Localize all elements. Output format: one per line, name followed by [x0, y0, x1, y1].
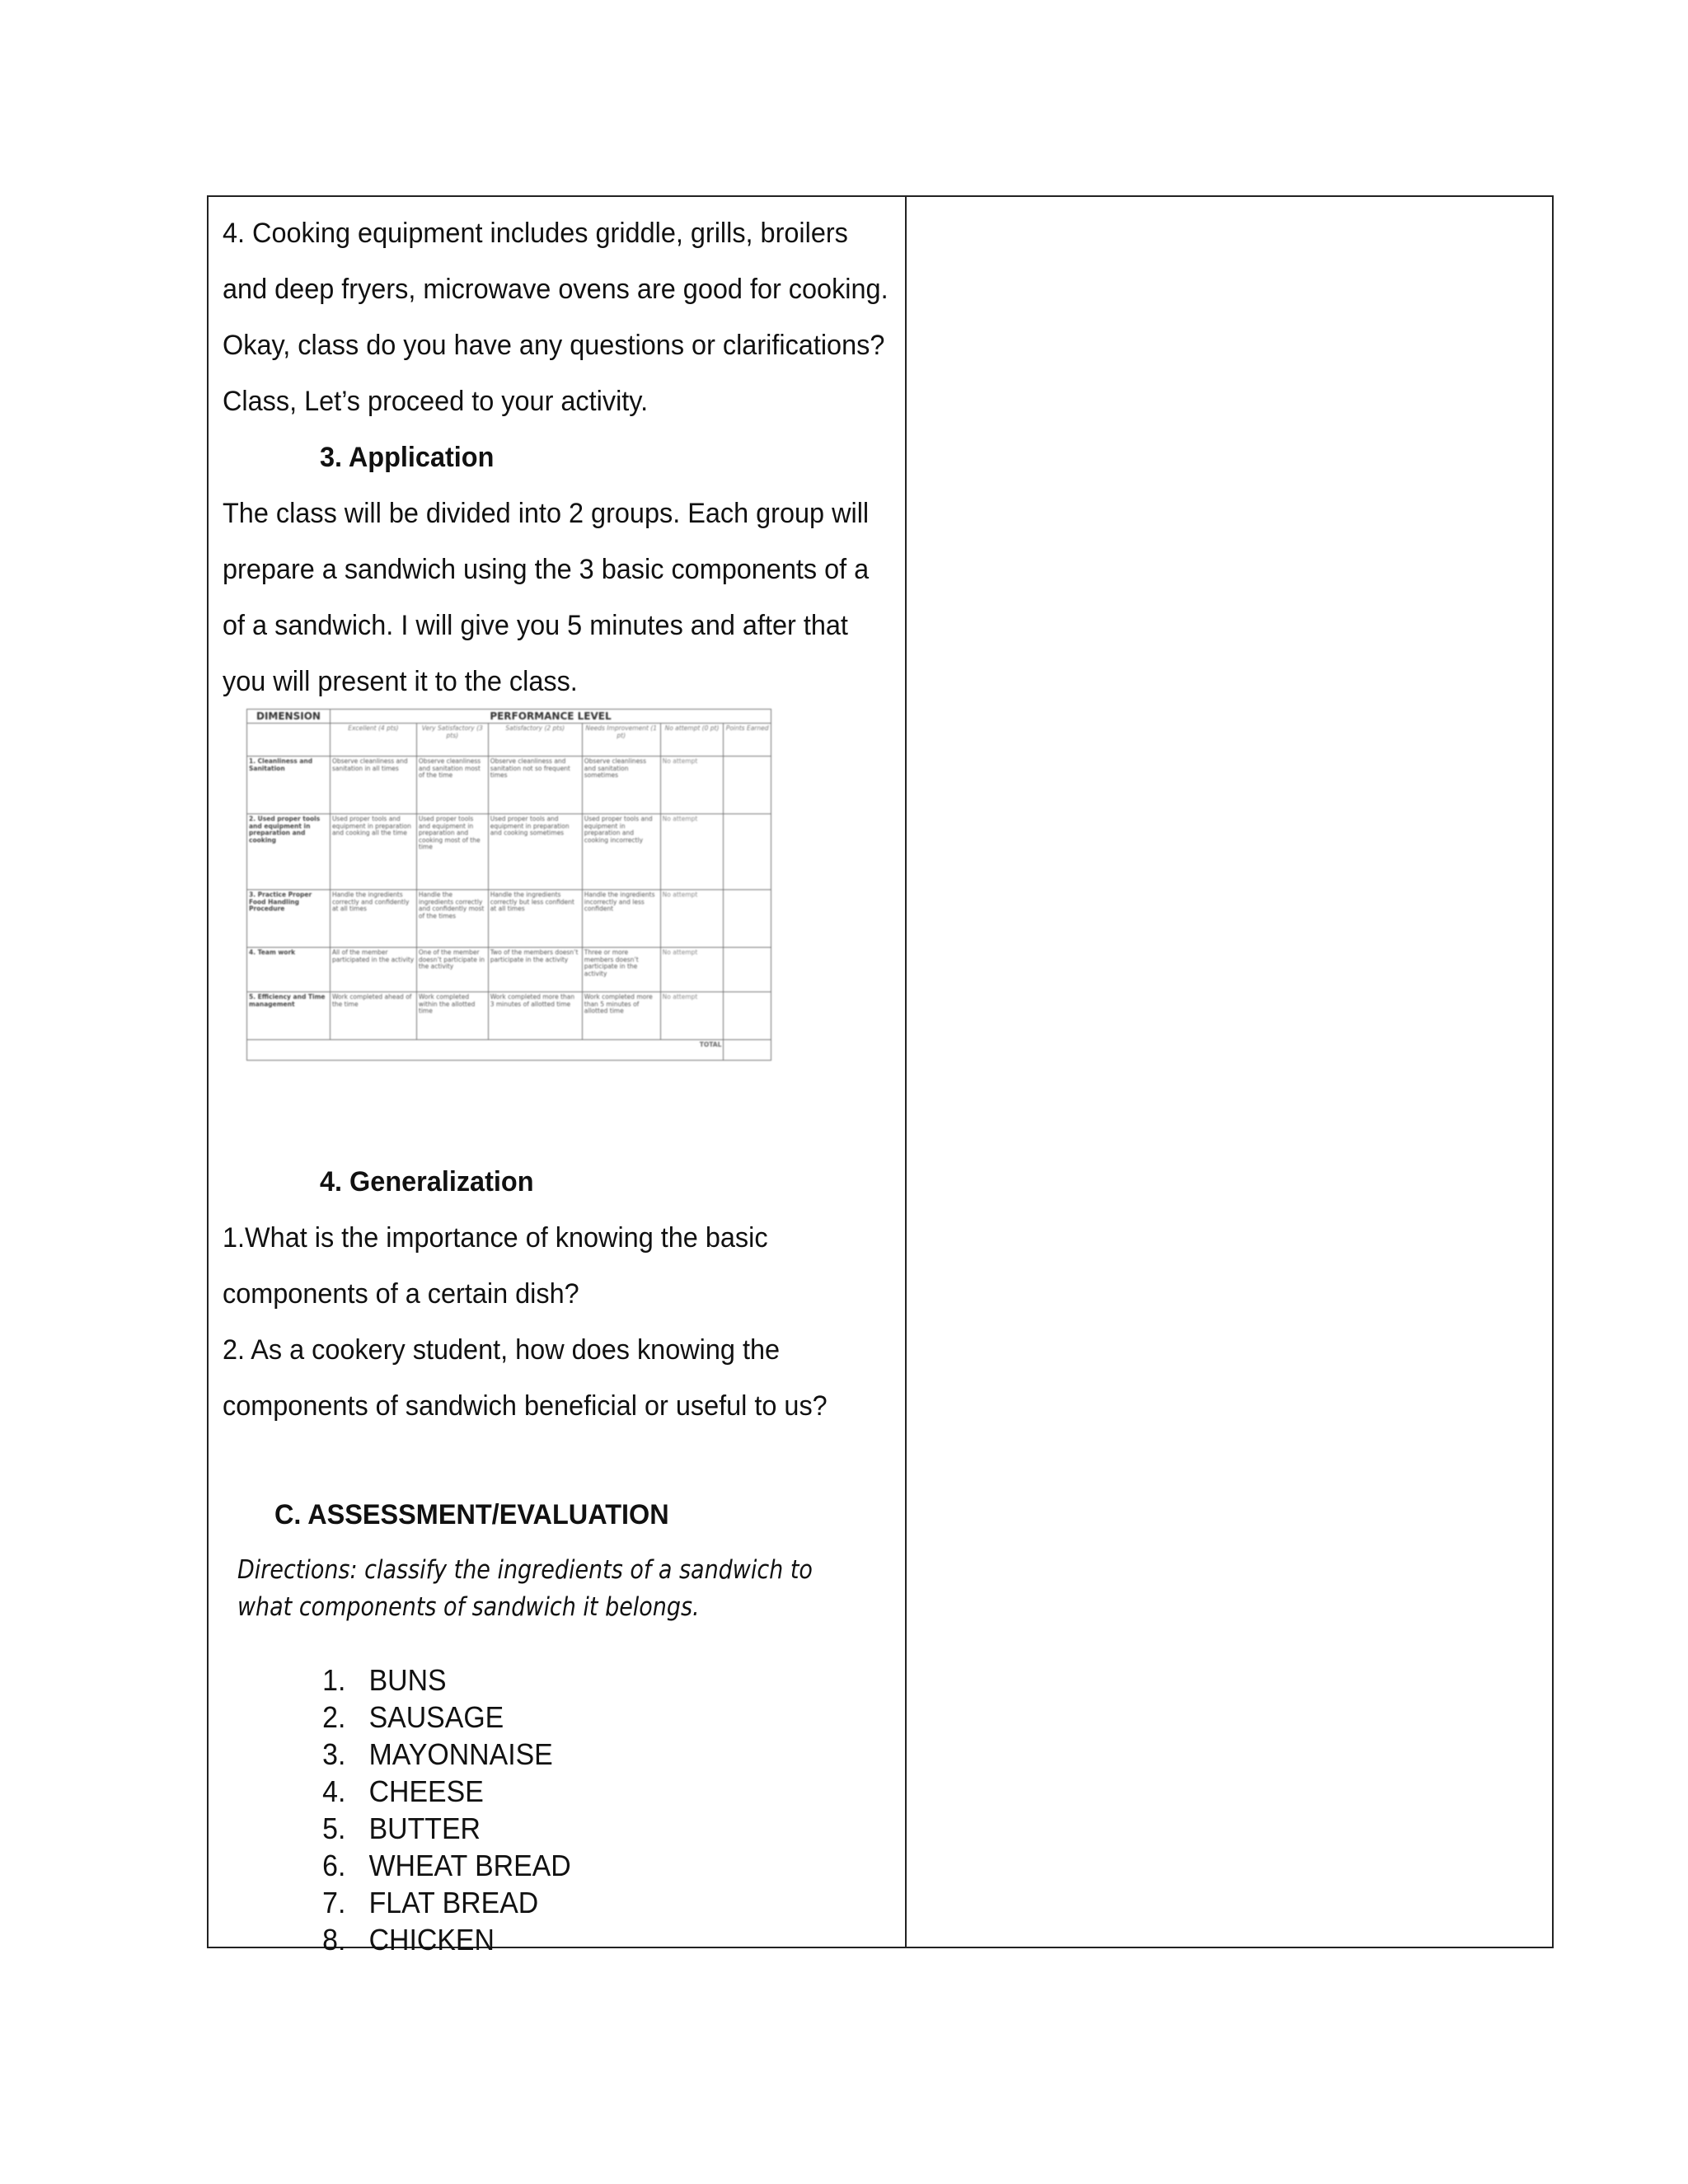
- intro-line-2: and deep fryers, microwave ovens are good for cooking.: [223, 274, 889, 305]
- application-line: of a sandwich. I will give you 5 minutes and after that: [223, 610, 848, 641]
- list-item: 7. FLAT BREAD: [322, 1886, 539, 1919]
- application-line: you will present it to the class.: [223, 666, 578, 697]
- table-row: 1. Cleanliness and Sanitation Observe cleanliness and sanitation in all times Observe cleanliness and sanitation most of the time Observe cleanliness and sanitation not so frequent times Observe cleanliness and sanitation sometimes No attempt: [247, 757, 771, 814]
- table-row: 5. Efficiency and Time management Work completed ahead of the time Work completed within the allotted time Work completed more than 3 minutes of allotted time Work completed more than 5 minutes of allotted time No attempt: [247, 992, 771, 1040]
- performance-level-header: PERFORMANCE LEVEL: [330, 710, 771, 724]
- intro-line-1: 4. Cooking equipment includes griddle, grills, broilers: [223, 218, 848, 249]
- application-heading: 3. Application: [320, 442, 495, 473]
- generalization-line: 1.What is the importance of knowing the basic: [223, 1222, 768, 1254]
- table-row: 3. Practice Proper Food Handling Procedure Handle the ingredients correctly and confidently at all times Handle the ingredients correctly and confidently most of the times Handle the ingredients correctly but less confident at all times Handle the ingredients incorrectly and less confident No attempt: [247, 890, 771, 948]
- rubric-image: [246, 709, 771, 1059]
- list-item: 6. WHEAT BREAD: [322, 1849, 571, 1882]
- level-header: No attempt (0 pt): [660, 724, 724, 757]
- rubric-table: [246, 709, 771, 1061]
- list-item: 4. CHEESE: [322, 1774, 484, 1808]
- intro-line-4: Class, Let’s proceed to your activity.: [223, 386, 649, 417]
- directions-line-2: what components of sandwich it belongs.: [237, 1592, 700, 1622]
- generalization-heading: 4. Generalization: [320, 1166, 534, 1197]
- assessment-heading: C. ASSESSMENT/EVALUATION: [274, 1499, 669, 1530]
- generalization-line: components of a certain dish?: [223, 1278, 579, 1310]
- total-value-cell: [724, 1040, 771, 1061]
- list-item: 8. CHICKEN: [322, 1923, 495, 1957]
- level-header: Excellent (4 pts): [330, 724, 416, 757]
- application-line: The class will be divided into 2 groups. Each group will: [223, 498, 870, 529]
- level-header: Points Earned: [724, 724, 771, 757]
- list-item: 5. BUTTER: [322, 1811, 481, 1845]
- level-header: Needs Improvement (1 pt): [582, 724, 660, 757]
- level-header: Satisfactory (2 pts): [488, 724, 582, 757]
- application-line: prepare a sandwich using the 3 basic components of a: [223, 554, 870, 585]
- table-row: 4. Team work All of the member participated in the activity One of the member doesn’t participate in the activity Two of the members doesn’t participate in the activity Three or more members doesn’t participate in the activity No attempt: [247, 948, 771, 992]
- rubric-blank-cell: [247, 724, 331, 757]
- level-header: Very Satisfactory (3 pts): [416, 724, 488, 757]
- list-item: 3. MAYONNAISE: [322, 1737, 553, 1771]
- table-row: 2. Used proper tools and equipment in preparation and cooking Used proper tools and equipment in preparation and cooking all the time Used proper tools and equipment in preparation and cooking most of the time Used proper tools and equipment in preparation and cooking sometimes Used proper tools and equipment in preparation and cooking incorrectly No attempt: [247, 814, 771, 890]
- generalization-line: 2. As a cookery student, how does knowing the: [223, 1334, 781, 1366]
- table-row: [247, 1040, 771, 1061]
- list-item: 2. SAUSAGE: [322, 1700, 504, 1734]
- list-item: 1. BUNS: [322, 1663, 447, 1697]
- column-divider: [905, 195, 907, 1948]
- dimension-header: DIMENSION: [247, 710, 331, 724]
- generalization-line: components of sandwich beneficial or useful to us?: [223, 1390, 828, 1422]
- total-label: TOTAL: [247, 1040, 724, 1061]
- intro-line-3: Okay, class do you have any questions or clarifications?: [223, 330, 885, 361]
- directions-line-1: Directions: classify the ingredients of a sandwich to: [237, 1555, 813, 1585]
